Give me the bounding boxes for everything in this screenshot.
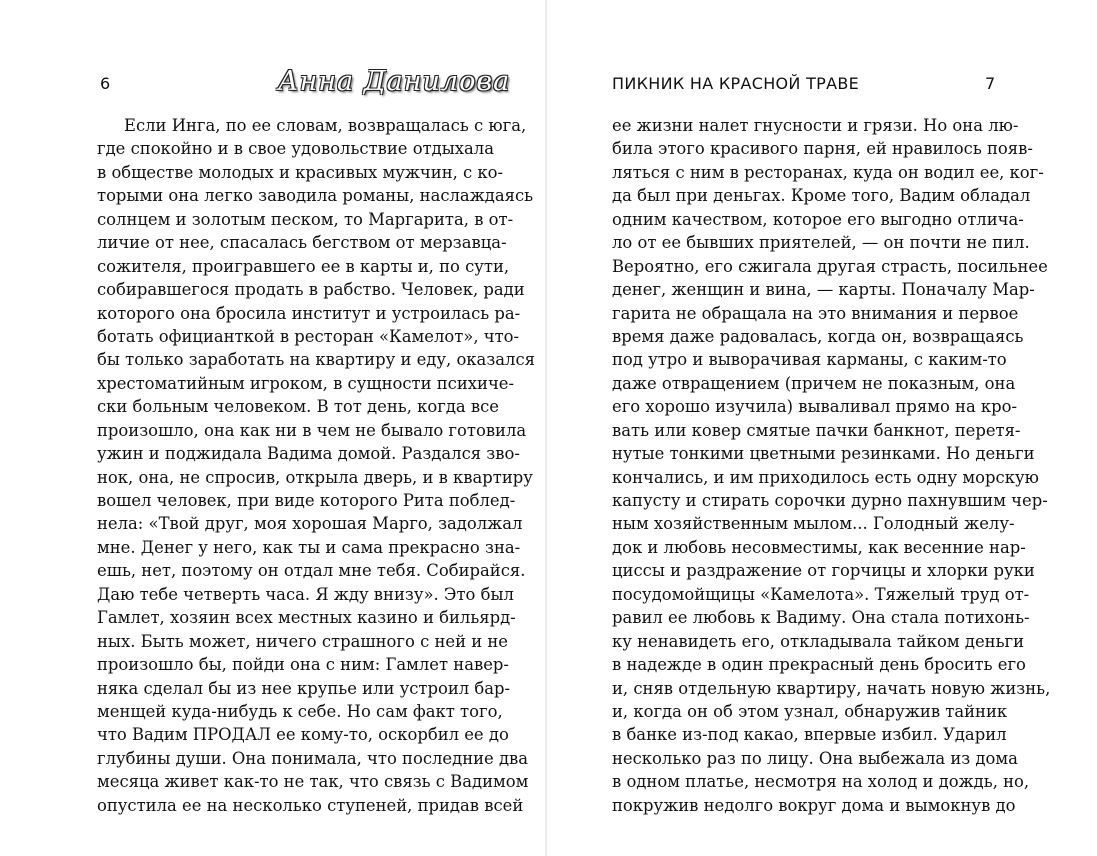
- right-page-text: [612, 114, 1051, 817]
- text-line: гарита не обращала на это внимания и первое: [612, 303, 1019, 323]
- text-line: ски больным человеком. В тот день, когда все: [97, 397, 499, 417]
- text-line: да был при деньгах. Кроме того, Вадим обладал: [612, 186, 1031, 206]
- page-number-right: 7: [985, 74, 996, 93]
- text-line: торыми она легко заводила романы, наслаждаясь: [97, 186, 534, 206]
- text-line: и, сняв отдельную квартиру, начать новую жизнь,: [612, 678, 1051, 698]
- text-line: в обществе молодых и красивых мужчин, с ко-: [97, 162, 504, 182]
- text-line: даже отвращением (причем не показным, она: [612, 373, 1016, 393]
- text-line: личие от нее, спасалась бегством от мерзавца-: [97, 233, 507, 253]
- text-line: сожителя, проигравшего ее в карты и, по сути,: [97, 256, 510, 276]
- header-author-name: Анна Данилова: [278, 66, 511, 97]
- text-line: Даю тебе четверть часа. Я жду внизу». Это был: [97, 584, 514, 604]
- text-line: посудомойщицы «Камелота». Тяжелый труд от-: [612, 584, 1030, 604]
- text-line: Вероятно, его сжигала другая страсть, посильнее: [612, 256, 1048, 276]
- text-line: ку ненавидеть его, откладывала тайком деньги: [612, 631, 1025, 651]
- text-line: одним качеством, которое его выгодно отлича-: [612, 209, 1024, 229]
- text-line: хрестоматийным игроком, в сущности психиче-: [97, 373, 515, 393]
- text-line: нела: «Твой друг, моя хорошая Марго, задолжал: [97, 514, 523, 534]
- text-line: собиравшегося продать в рабство. Человек, ради: [97, 280, 525, 300]
- header-book-title: ПИКНИК НА КРАСНОЙ ТРАВЕ: [612, 74, 860, 93]
- text-line: вошел человек, при виде которого Рита поблед-: [97, 491, 516, 510]
- text-line: ных. Быть может, ничего страшного с ней и не: [97, 631, 508, 651]
- text-line: в одном платье, несмотря на холод и дождь, но,: [612, 772, 1030, 792]
- text-line: вать или ковер смятые пачки банкнот, перетя-: [612, 420, 1021, 440]
- text-line: равил ее любовь к Вадиму. Она стала потихонь-: [612, 608, 1030, 628]
- text-line: произошло бы, пойди она с ним: Гамлет навер-: [97, 655, 509, 675]
- text-line: под утро и выворачивая карманы, с каким-то: [612, 350, 1007, 370]
- text-line: время даже радовалась, когда он, возвращаясь: [612, 326, 1024, 346]
- text-line: и, когда он об этом узнал, обнаружив тайник: [612, 701, 1008, 721]
- text-line: где спокойно и в свое удовольствие отдыхала: [97, 139, 494, 159]
- text-line: которого она бросила институт и устроилась ра-: [97, 303, 521, 323]
- text-line: капусту и стирать сорочки дурно пахнувшим чер-: [612, 491, 1048, 510]
- text-line: циссы и раздражение от горчицы и хлорки руки: [612, 561, 1035, 581]
- text-line: ее жизни налет гнусности и грязи. Но она лю-: [612, 116, 1019, 135]
- text-line: Гамлет, хозяин всех местных казино и бильярд-: [97, 608, 516, 628]
- left-page-text: [97, 114, 535, 817]
- text-line: что Вадим ПРОДАЛ ее кому-то, оскорбил ее до: [97, 725, 509, 745]
- text-line: нок, она, не спросив, открыла дверь, и в квартиру: [97, 467, 533, 487]
- text-line: месяца живет как-то не так, что связь с Вадимом: [97, 772, 529, 792]
- text-line: его хорошо изучила) вываливал прямо на кро-: [612, 397, 1018, 417]
- text-line: ешь, нет, поэтому он отдал мне тебя. Собирайся.: [97, 561, 526, 581]
- text-line: ботать официанткой в ресторан «Камелот», что-: [97, 326, 520, 346]
- text-line: менщей куда-нибудь к себе. Но сам факт того,: [97, 701, 503, 721]
- right-page: [547, 0, 1097, 856]
- text-line: денег, женщин и вина, — карты. Поначалу Мар-: [612, 280, 1035, 300]
- text-line: била этого красивого парня, ей нравилось появ-: [612, 139, 1033, 159]
- text-line: Если Инга, по ее словам, возвращалась с юга,: [124, 116, 527, 135]
- text-line: солнцем и золотым песком, то Маргарита, в от-: [97, 209, 514, 229]
- text-line: несколько раз по лицу. Она выбежала из дома: [612, 748, 1018, 768]
- left-page: [0, 0, 545, 856]
- text-line: ным хозяйственным мылом... Голодный желу-: [612, 514, 1015, 534]
- text-line: ло от ее бывших приятелей, — он почти не пил.: [612, 233, 1030, 253]
- text-line: ужин и поджидала Вадима домой. Раздался зво-: [97, 444, 520, 464]
- text-line: няка сделал бы из нее крупье или устроил бар-: [97, 678, 511, 698]
- text-line: нутые тонкими цветными резинками. Но деньги: [612, 444, 1035, 464]
- text-line: док и любовь несовместимы, как весенние нар-: [612, 537, 1026, 557]
- text-line: в банке из-под какао, впервые избил. Ударил: [612, 725, 1007, 745]
- text-line: глубины души. Она понимала, что последние два: [97, 748, 529, 768]
- text-line: кончались, и им приходилось есть одну морскую: [612, 467, 1039, 487]
- text-line: ляться с ним в ресторанах, куда он водил ее, ког-: [612, 162, 1044, 182]
- text-line: бы только заработать на квартиру и еду, оказался: [97, 350, 535, 370]
- text-line: произошло, она как ни в чем не бывало готовила: [97, 420, 527, 440]
- text-line: покружив недолго вокруг дома и вымокнув до: [612, 795, 1016, 815]
- text-line: опустила ее на несколько ступеней, придав всей: [97, 795, 524, 815]
- page-number-left: 6: [100, 74, 111, 93]
- text-line: мне. Денег у него, как ты и сама прекрасно зна-: [97, 537, 521, 557]
- text-line: в надежде в один прекрасный день бросить его: [612, 655, 1026, 675]
